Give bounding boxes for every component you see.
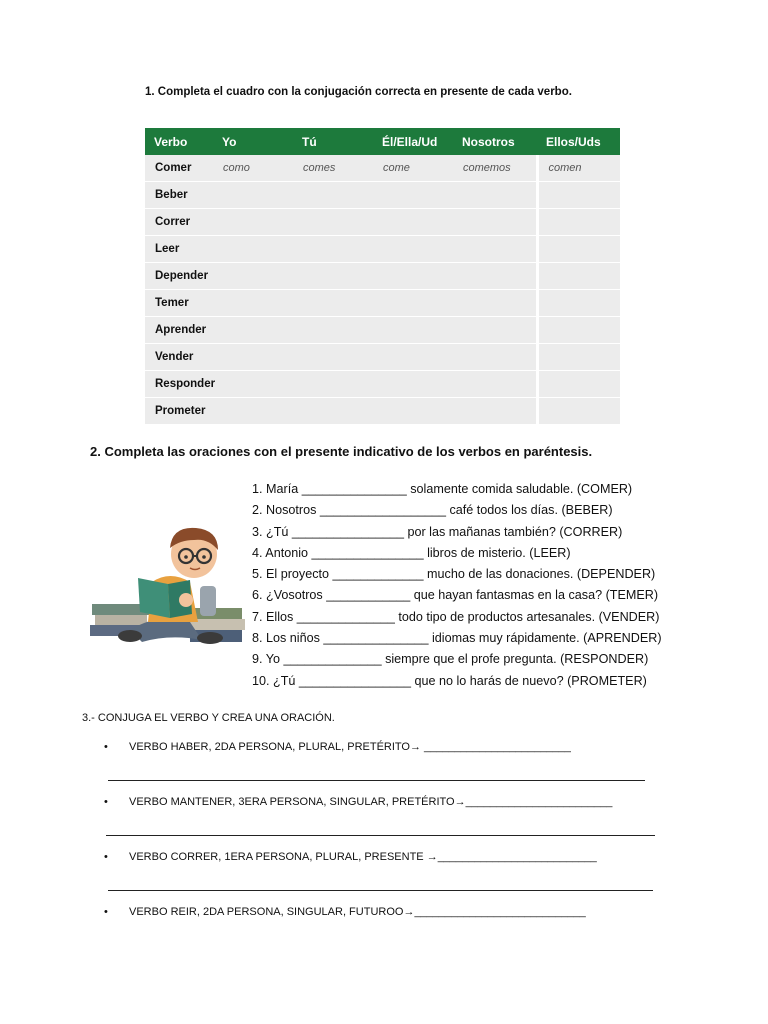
empty-cell[interactable] [453, 182, 537, 209]
empty-cell[interactable] [453, 263, 537, 290]
task-item: VERBO REIR, 2DA PERSONA, SINGULAR, FUTUROO→____________________________ [129, 906, 586, 918]
table-row [145, 155, 620, 182]
empty-cell[interactable] [537, 236, 620, 263]
verb-cell: Comer [145, 155, 213, 182]
empty-cell[interactable] [293, 182, 373, 209]
verb-cell: Responder [145, 371, 213, 398]
answer-cell: como [213, 155, 293, 182]
list-item: 7. Ellos ______________ todo tipo de productos artesanales. (VENDER) [252, 609, 660, 624]
empty-cell[interactable] [213, 236, 293, 263]
table-row [145, 290, 620, 317]
empty-cell[interactable] [213, 263, 293, 290]
verb-cell: Correr [145, 209, 213, 236]
empty-cell[interactable] [373, 236, 453, 263]
empty-cell[interactable] [453, 209, 537, 236]
answer-line[interactable] [108, 890, 653, 891]
verb-cell: Beber [145, 182, 213, 209]
list-item: 2. Nosotros __________________ café todos los días. (BEBER) [252, 503, 613, 518]
answer-line[interactable] [108, 780, 645, 781]
conjugation-table [145, 128, 620, 425]
empty-cell[interactable] [373, 398, 453, 425]
list-item: 6. ¿Vosotros ____________ que hayan fantasmas en la casa? (TEMER) [252, 588, 659, 603]
answer-line[interactable] [106, 835, 655, 836]
table-row [145, 344, 620, 371]
empty-cell[interactable] [373, 290, 453, 317]
empty-cell[interactable] [373, 344, 453, 371]
empty-cell[interactable] [537, 344, 620, 371]
empty-cell[interactable] [537, 263, 620, 290]
bullet: • [104, 796, 108, 808]
table-header-row [145, 128, 620, 155]
empty-cell[interactable] [293, 236, 373, 263]
empty-cell[interactable] [537, 317, 620, 344]
bullet: • [104, 851, 108, 863]
empty-cell[interactable] [537, 398, 620, 425]
empty-cell[interactable] [453, 290, 537, 317]
list-item: 4. Antonio ________________ libros de misterio. (LEER) [252, 545, 571, 560]
verb-cell: Depender [145, 263, 213, 290]
empty-cell[interactable] [373, 182, 453, 209]
bullet: • [104, 906, 108, 918]
empty-cell[interactable] [293, 317, 373, 344]
empty-cell[interactable] [293, 263, 373, 290]
empty-cell[interactable] [293, 290, 373, 317]
list-item: 3. ¿Tú ________________ por las mañanas también? (CORRER) [252, 524, 623, 539]
empty-cell[interactable] [293, 344, 373, 371]
bullet: • [104, 741, 108, 753]
list-item: 1. María _______________ solamente comida saludable. (COMER) [252, 482, 633, 496]
answer-cell: come [373, 155, 453, 182]
table-row [145, 236, 620, 263]
empty-cell[interactable] [373, 209, 453, 236]
empty-cell[interactable] [213, 182, 293, 209]
table-row [145, 263, 620, 290]
empty-cell[interactable] [213, 398, 293, 425]
empty-cell[interactable] [213, 290, 293, 317]
section2-title: 2. Completa las oraciones con el presente indicativo de los verbos en paréntesis. [90, 444, 593, 459]
list-item: 5. El proyecto _____________ mucho de las donaciones. (DEPENDER) [252, 567, 656, 582]
header-yo: Yo [213, 128, 293, 155]
empty-cell[interactable] [213, 344, 293, 371]
sentence-list [252, 479, 662, 692]
empty-cell[interactable] [537, 290, 620, 317]
table-row [145, 209, 620, 236]
task-item: VERBO CORRER, 1ERA PERSONA, PLURAL, PRESENTE →__________________________ [129, 851, 597, 863]
verb-cell: Temer [145, 290, 213, 317]
list-item: 9. Yo ______________ siempre que el profe pregunta. (RESPONDER) [252, 652, 649, 667]
empty-cell[interactable] [293, 371, 373, 398]
header-ellos-uds: Ellos/Uds [537, 128, 620, 155]
table-row [145, 398, 620, 425]
answer-cell: comen [537, 155, 620, 182]
student-reading-book-icon [90, 522, 245, 650]
empty-cell[interactable] [453, 344, 537, 371]
empty-cell[interactable] [537, 371, 620, 398]
header-verbo: Verbo [145, 128, 213, 155]
empty-cell[interactable] [537, 209, 620, 236]
task-item: VERBO MANTENER, 3ERA PERSONA, SINGULAR, PRETÉRITO→________________________ [129, 796, 613, 808]
list-item: 8. Los niños _______________ idiomas muy rápidamente. (APRENDER) [252, 631, 662, 646]
answer-cell: comemos [453, 155, 537, 182]
empty-cell[interactable] [213, 209, 293, 236]
task-item: VERBO HABER, 2DA PERSONA, PLURAL, PRETÉRITO→ ________________________ [129, 741, 571, 753]
list-item: 10. ¿Tú ________________ que no lo harás de nuevo? (PROMETER) [252, 673, 647, 688]
empty-cell[interactable] [213, 371, 293, 398]
empty-cell[interactable] [453, 317, 537, 344]
verb-cell: Prometer [145, 398, 213, 425]
header-el-ella-ud: Él/Ella/Ud [373, 128, 453, 155]
empty-cell[interactable] [293, 398, 373, 425]
answer-cell: comes [293, 155, 373, 182]
empty-cell[interactable] [453, 236, 537, 263]
section3-title: 3.- CONJUGA EL VERBO Y CREA UNA ORACIÓN. [82, 712, 335, 724]
verb-cell: Leer [145, 236, 213, 263]
empty-cell[interactable] [453, 371, 537, 398]
empty-cell[interactable] [213, 317, 293, 344]
table-row [145, 182, 620, 209]
empty-cell[interactable] [373, 371, 453, 398]
empty-cell[interactable] [293, 209, 373, 236]
verb-cell: Aprender [145, 317, 213, 344]
table-row [145, 317, 620, 344]
verb-cell: Vender [145, 344, 213, 371]
empty-cell[interactable] [537, 182, 620, 209]
empty-cell[interactable] [373, 263, 453, 290]
empty-cell[interactable] [373, 317, 453, 344]
empty-cell[interactable] [453, 398, 537, 425]
table-row [145, 371, 620, 398]
header-nosotros: Nosotros [453, 128, 537, 155]
header-tu: Tú [293, 128, 373, 155]
section1-title: 1. Completa el cuadro con la conjugación correcta en presente de cada verbo. [145, 86, 572, 98]
